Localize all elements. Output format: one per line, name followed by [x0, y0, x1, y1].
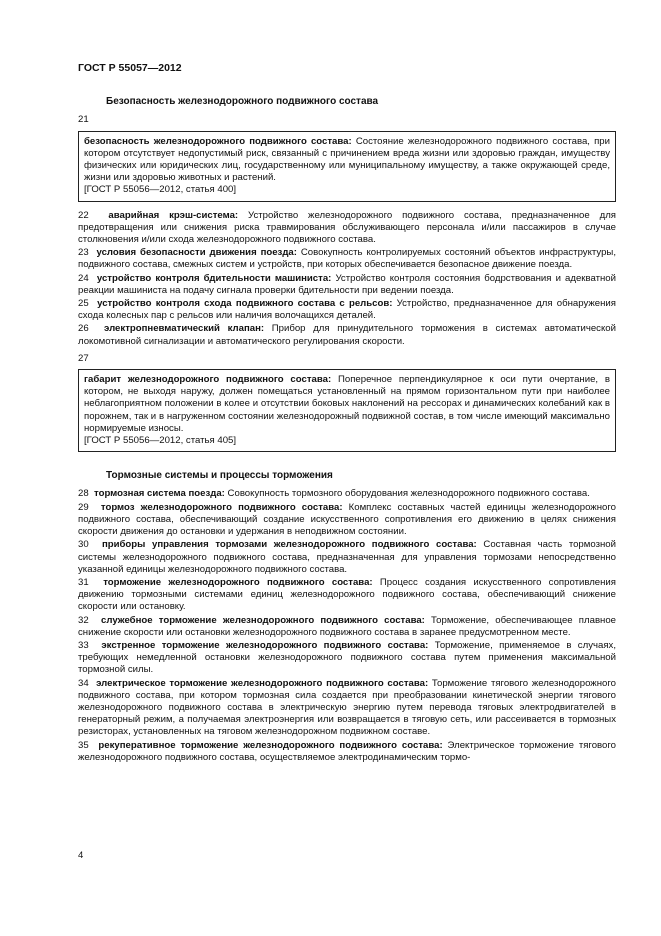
definition: Совокупность тормозного оборудования железнодорожного подвижного состава. [224, 488, 590, 500]
entry-number: 33 [78, 639, 89, 651]
term: экстренное торможение железнодорожного подвижного состава: [101, 639, 429, 651]
definition: Совокупность контролируемых состояний объектов инфраструктуры, подвижного состава, смежных систем и устройств, при которых обеспечивается безопасное движение поезда. [78, 247, 616, 271]
term: электрическое торможение железнодорожного подвижного состава: [96, 677, 429, 689]
term-entry [78, 577, 616, 614]
term: безопасность железнодорожного подвижного состава: [84, 135, 352, 147]
term-entry [78, 502, 616, 539]
term-box [78, 369, 616, 452]
term: тормоз железнодорожного подвижного состава: [100, 501, 343, 513]
definition: Торможение, применяемое в случаях, требующих немедленной остановки железнодорожного подвижного состава путем применения максимальной тормозной силы. [78, 639, 616, 676]
term-entry [78, 740, 616, 764]
term: условия безопасности движения поезда: [96, 247, 297, 259]
entry-number: 21 [78, 114, 89, 126]
entries-list [78, 210, 616, 353]
term: служебное торможение железнодорожного подвижного состава: [101, 614, 425, 626]
term: электропневматический клапан: [104, 323, 265, 335]
definition: Прибор для принудительного торможения в системах автоматической локомотивной сигнализации и автоматического регулирования скорости. [78, 323, 616, 347]
entry-number: 34 [78, 677, 89, 689]
definition: Состояние железнодорожного подвижного состава, при котором отсутствует недопустимый риск, связанный с причинением вреда жизни или здоровью граждан, имуществу физических или юридических лиц, государственному или муниципальному имуществу, а также окружающей среде, жизни или здоровью животных и растений. [84, 135, 610, 184]
entry-number: 29 [78, 501, 89, 513]
term: устройство контроля схода подвижного состава с рельсов: [97, 298, 393, 310]
entry-number: 23 [78, 247, 89, 259]
definition: Комплекс составных частей единицы железнодорожного подвижного состава, обеспечивающий создание искусственного сопротивления его движению в целях снижения скорости движения до остановки и удержания в неподвижном состоянии. [78, 501, 616, 538]
term-entry [78, 323, 616, 347]
section-title: Безопасность железнодорожного подвижного состава [106, 96, 379, 108]
section-title: Тормозные системы и процессы торможения [106, 470, 333, 482]
page-number: 4 [78, 850, 84, 861]
entry-number: 32 [78, 614, 89, 626]
term-entry [78, 678, 616, 739]
definition: Составная часть тормозной системы железнодорожного подвижного состава, предназначенная для управления тормозами непосредственно указанной единицы железнодорожного подвижного состава. [78, 539, 616, 575]
term-box [78, 131, 616, 202]
definition: Устройство железнодорожного подвижного состава, предназначенное для предотвращения или снижения риска травмирования обслуживающего персонала и/или пассажиров в случае столкновения и/или схода железнодорожного подвижного состава. [78, 209, 616, 246]
entry-number: 27 [78, 352, 89, 364]
entry-number: 22 [78, 209, 89, 221]
term: приборы управления тормозами железнодорожного подвижного состава: [101, 539, 477, 551]
definition: Устройство, предназначенное для обнаружения схода колесных пар с рельсов или наличия волочащихся деталей. [78, 298, 616, 322]
term: устройство контроля бдительности машиниста: [96, 272, 332, 284]
reference: [ГОСТ Р 55056—2012, статья 400] [84, 184, 237, 196]
term: аварийная крэш-система: [108, 209, 239, 221]
term-entry [78, 210, 616, 247]
entry-number: 30 [78, 539, 89, 551]
definition: Устройство контроля состояния бодрствования и адекватной реакции машиниста на подачу сигнала проверки бдительности при ведении поезда. [78, 272, 616, 296]
term-entry [78, 488, 616, 500]
document-header: ГОСТ Р 55057—2012 [78, 62, 182, 74]
definition: Электрическое торможение тягового железнодорожного подвижного состава, осуществляемое электродинамическим тормо- [78, 739, 616, 763]
definition: Торможение, обеспечивающее плавное снижение скорости или остановки железнодорожного подвижного состава в заранее предусмотренном месте. [78, 614, 617, 638]
entries-list [78, 488, 616, 768]
definition: Торможение тягового железнодорожного подвижного состава, при котором тормозная сила создается при преобразовании кинетической энергии тягового железнодорожного подвижного состава в электрическую энергию путем перевода тяговых электродвигателей в генераторный режим, а получаемая электроэнергия или возвращается в тяговую сеть, или рассеивается в тормозных резисторах, установленных на тяговом железнодорожном подвижном составе. [78, 677, 616, 738]
document-page [78, 62, 616, 769]
definition: Поперечное перпендикулярное к оси пути очертание, в котором, не выходя наружу, должен помещаться установленный на прямом горизонтальном пути при наиболее неблагоприятном положении в колее и отсутствии боковых наклонений на рессорах и динамических колебаний как в порожнем, так и в нагруженном состоянии железнодорожный подвижной состав, в том числе имеющий максимально нормируемые износы. [84, 374, 611, 434]
entry-number: 35 [78, 739, 89, 751]
term: рекуперативное торможение железнодорожного подвижного состава: [98, 739, 443, 751]
term: габарит железнодорожного подвижного состава: [84, 374, 332, 386]
entry-number: 31 [78, 576, 89, 588]
term-entry [78, 640, 616, 677]
term-entry [78, 298, 616, 322]
entry-number: 25 [78, 298, 89, 310]
reference: [ГОСТ Р 55056—2012, статья 405] [84, 435, 237, 447]
term: торможение железнодорожного подвижного состава: [103, 576, 373, 588]
term-entry [78, 539, 616, 576]
term: тормозная система поезда: [94, 488, 225, 500]
definition: Процесс создания искусственного сопротивления движению тормозными системами единиц железнодорожного подвижного состава, обеспечивающий снижение скорости или остановку. [78, 576, 616, 613]
entry-number: 28 [78, 488, 89, 500]
term-entry [78, 615, 616, 639]
entry-number: 26 [78, 323, 89, 335]
entry-number: 24 [78, 272, 89, 284]
term-entry [78, 247, 616, 271]
term-entry [78, 273, 616, 297]
